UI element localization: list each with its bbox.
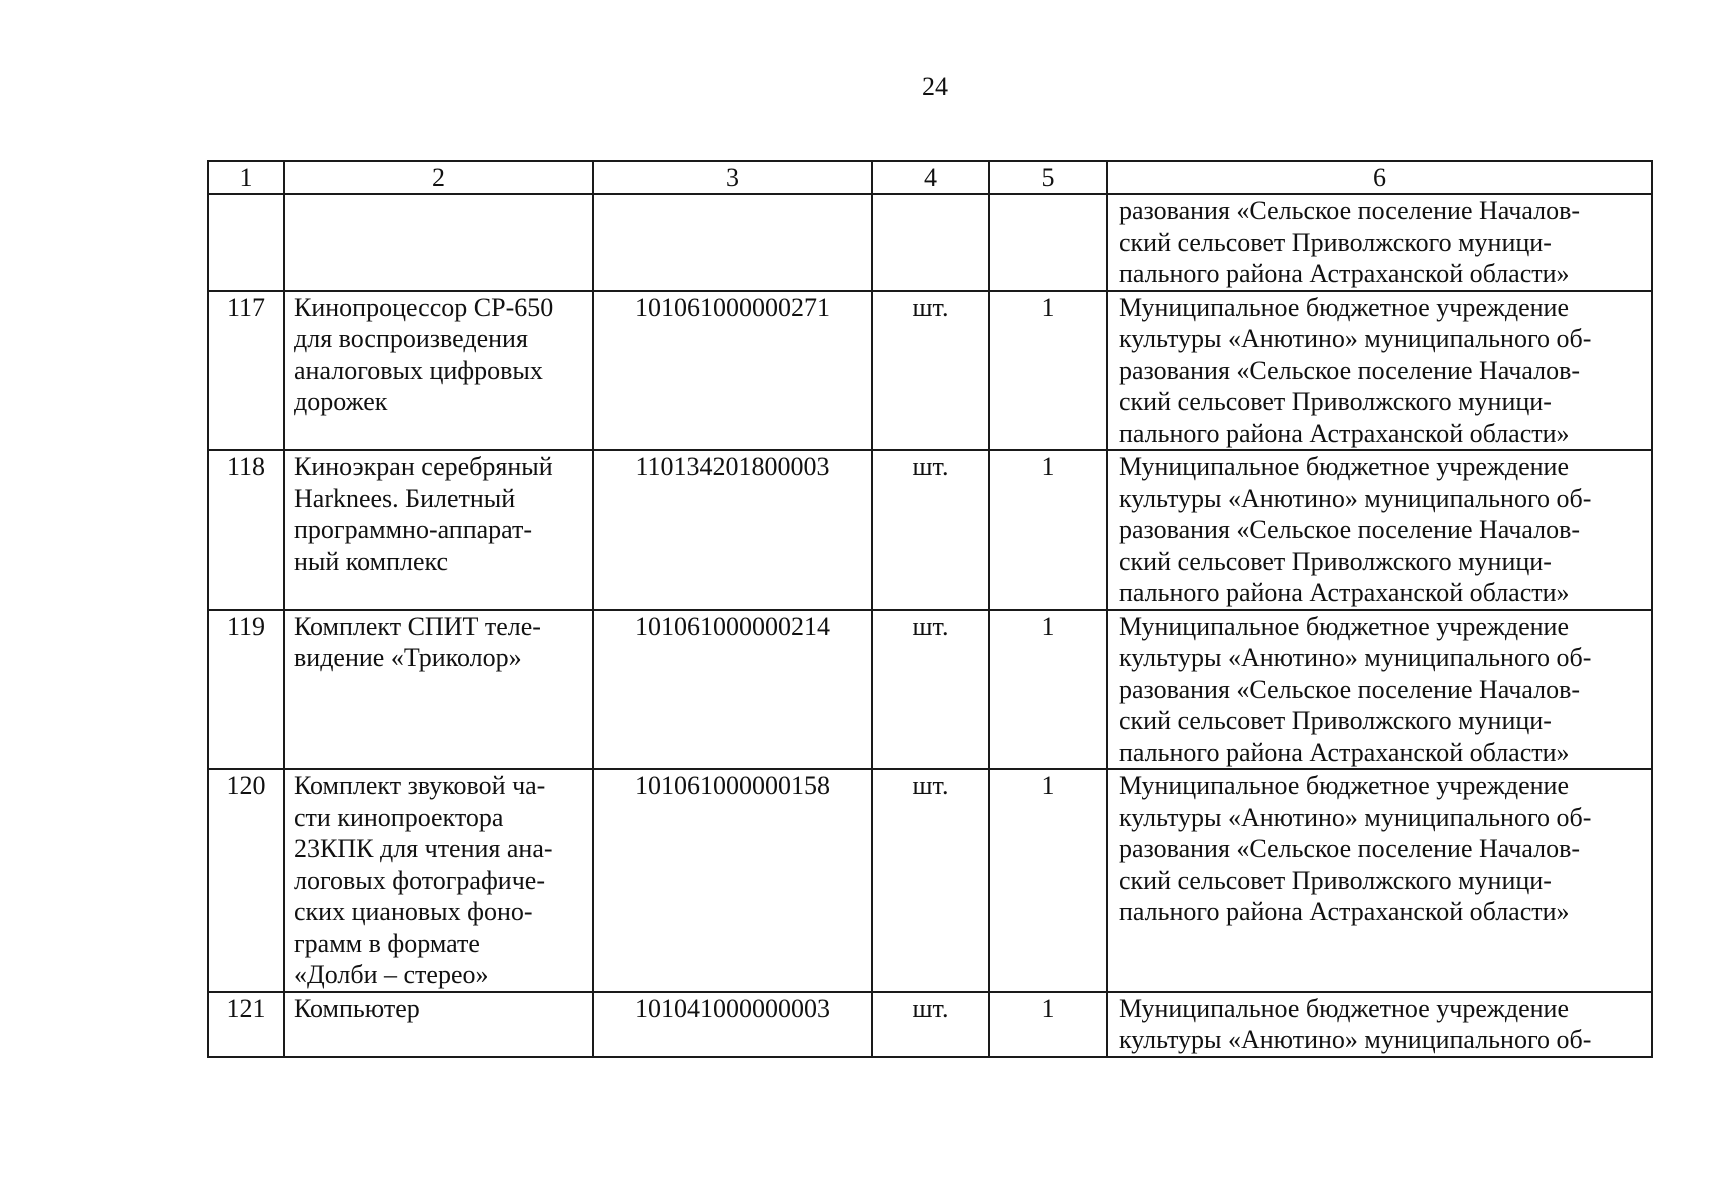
row-number-cell: 117 (208, 291, 284, 451)
organization-cell-line: культуры «Анютино» муниципального об- (1119, 324, 1592, 353)
organization-cell-line: культуры «Анютино» муниципального об- (1119, 1025, 1592, 1054)
organization-cell-line: ский сельсовет Приволжского муници- (1119, 865, 1552, 895)
quantity-cell: 1 (989, 610, 1107, 770)
item-name-cell-line: программно-аппарат- (294, 515, 533, 544)
header-row (208, 161, 1652, 194)
quantity-cell: 1 (989, 291, 1107, 451)
organization-cell-line: разования «Сельское поселение Началов- (1119, 196, 1581, 225)
row-number-cell: 121 (208, 992, 284, 1057)
unit-cell: шт. (872, 291, 989, 451)
organization-cell-line: культуры «Анютино» муниципального об- (1119, 802, 1592, 832)
table-body (208, 194, 1652, 1057)
item-name-cell-line: видение «Триколор» (294, 643, 522, 672)
item-name-cell-line: 23КПК для чтения ана- (294, 834, 553, 863)
table-row (208, 769, 1652, 992)
organization-cell-line: пального района Астраханской области» (1119, 418, 1570, 448)
organization-cell-line: Муниципальное бюджетное учреждение (1119, 292, 1569, 322)
inventory-table (207, 160, 1653, 1058)
organization-cell (1107, 769, 1652, 992)
organization-cell-line: разования «Сельское поселение Началов- (1119, 674, 1581, 704)
quantity-cell (989, 194, 1107, 291)
table-row (208, 291, 1652, 451)
item-name-cell-line: «Долби – стерео» (294, 960, 489, 989)
page-number: 24 (922, 72, 948, 101)
item-name-cell-line: Кинопроцессор СР-650 (294, 292, 554, 322)
organization-cell-line: Муниципальное бюджетное учреждение (1119, 993, 1569, 1023)
organization-cell (1107, 992, 1652, 1057)
item-name-cell-line: логовых фотографиче- (294, 865, 545, 895)
organization-cell-line: ский сельсовет Приволжского муници- (1119, 706, 1552, 735)
table-row (208, 610, 1652, 770)
inventory-code-cell (593, 194, 872, 291)
item-name-cell-line: Киноэкран серебряный (294, 452, 553, 481)
row-number-cell: 119 (208, 610, 284, 770)
column-header-2: 2 (284, 161, 593, 194)
unit-cell: шт. (872, 450, 989, 610)
item-name-cell (284, 992, 593, 1057)
row-number-cell (208, 194, 284, 291)
item-name-cell-line: грамм в формате (294, 928, 480, 958)
quantity-cell: 1 (989, 450, 1107, 610)
row-number-cell: 120 (208, 769, 284, 992)
column-header-1: 1 (208, 161, 284, 194)
item-name-cell-line: Harknees. Билетный (294, 483, 516, 513)
item-name-cell-line: Компьютер (294, 993, 420, 1023)
organization-cell (1107, 450, 1652, 610)
item-name-cell (284, 610, 593, 770)
organization-cell-line: ский сельсовет Приволжского муници- (1119, 387, 1552, 416)
organization-cell-line: пального района Астраханской области» (1119, 897, 1570, 926)
column-header-4: 4 (872, 161, 989, 194)
item-name-cell-line: дорожек (294, 387, 388, 416)
organization-cell-line: Муниципальное бюджетное учреждение (1119, 611, 1569, 641)
item-name-cell (284, 769, 593, 992)
item-name-cell-line: Комплект СПИТ теле- (294, 611, 541, 641)
row-number-cell: 118 (208, 450, 284, 610)
item-name-cell-line: для воспроизведения (294, 324, 528, 353)
quantity-cell: 1 (989, 992, 1107, 1057)
item-name-cell (284, 450, 593, 610)
inventory-code-cell: 101041000000003 (593, 992, 872, 1057)
table-row (208, 194, 1652, 291)
organization-cell (1107, 291, 1652, 451)
item-name-cell-line: ный комплекс (294, 546, 449, 576)
organization-cell-line: ский сельсовет Приволжского муници- (1119, 227, 1552, 257)
column-header-6: 6 (1107, 161, 1652, 194)
table-header (208, 161, 1652, 194)
organization-cell-line: разования «Сельское поселение Началов- (1119, 834, 1581, 863)
item-name-cell (284, 291, 593, 451)
organization-cell (1107, 194, 1652, 291)
organization-cell-line: пального района Астраханской области» (1119, 737, 1570, 767)
table-row (208, 450, 1652, 610)
organization-cell-line: разования «Сельское поселение Началов- (1119, 355, 1581, 385)
unit-cell: шт. (872, 610, 989, 770)
organization-cell-line: культуры «Анютино» муниципального об- (1119, 643, 1592, 672)
organization-cell-line: Муниципальное бюджетное учреждение (1119, 452, 1569, 481)
organization-cell-line: культуры «Анютино» муниципального об- (1119, 483, 1592, 513)
organization-cell-line: пального района Астраханской области» (1119, 578, 1570, 607)
quantity-cell: 1 (989, 769, 1107, 992)
unit-cell: шт. (872, 769, 989, 992)
inventory-code-cell: 110134201800003 (593, 450, 872, 610)
organization-cell-line: Муниципальное бюджетное учреждение (1119, 771, 1569, 800)
unit-cell: шт. (872, 992, 989, 1057)
item-name-cell-line: аналоговых цифровых (294, 355, 543, 385)
inventory-code-cell: 101061000000271 (593, 291, 872, 451)
organization-cell (1107, 610, 1652, 770)
item-name-cell-line: ских циановых фоно- (294, 897, 533, 926)
inventory-code-cell: 101061000000158 (593, 769, 872, 992)
column-header-3: 3 (593, 161, 872, 194)
inventory-code-cell: 101061000000214 (593, 610, 872, 770)
item-name-cell-line: сти кинопроектора (294, 802, 504, 832)
organization-cell-line: разования «Сельское поселение Началов- (1119, 515, 1581, 544)
unit-cell (872, 194, 989, 291)
organization-cell-line: пального района Астраханской области» (1119, 259, 1570, 288)
item-name-cell-line: Комплект звуковой ча- (294, 771, 546, 800)
item-name-cell (284, 194, 593, 291)
organization-cell-line: ский сельсовет Приволжского муници- (1119, 546, 1552, 576)
column-header-5: 5 (989, 161, 1107, 194)
table-row (208, 992, 1652, 1057)
